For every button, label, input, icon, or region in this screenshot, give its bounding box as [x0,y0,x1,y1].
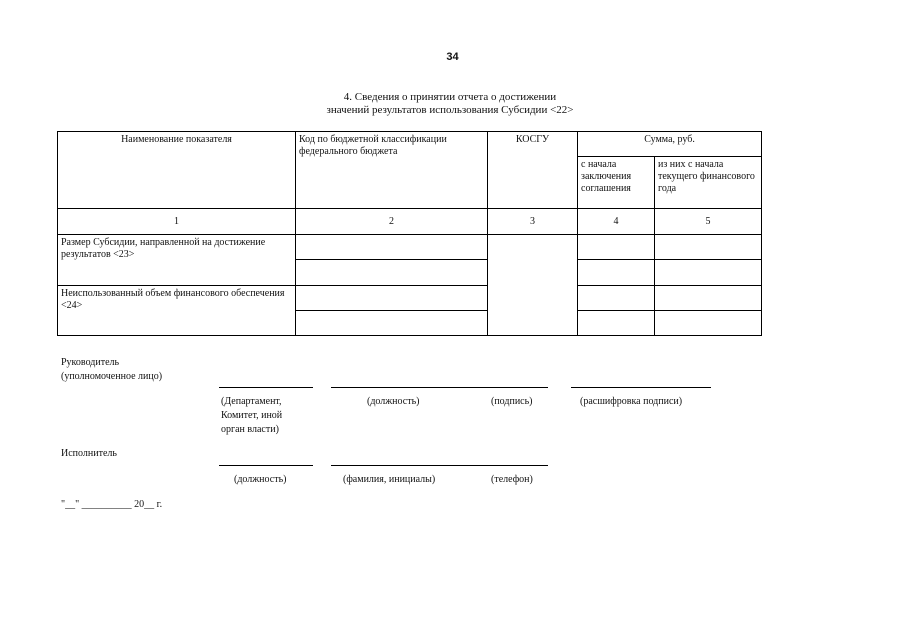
cell-sum-current-year [655,235,762,260]
cell-sum-current-year [655,260,762,286]
dept-caption [221,395,282,437]
signature-caption: (подпись) [491,396,533,407]
cell-kosgu [488,235,578,336]
dept-signature-line [219,387,313,388]
cell-code [296,311,488,336]
cell-sum-from-start [578,235,655,260]
section-title-line1: 4. Сведения о принятии отчета о достижении [343,91,557,103]
dept-caption-line2: Комитет, иной [221,410,283,421]
row-label-subsidy: Размер Субсидии, направленной на достижение результатов <23> [58,235,296,286]
column-number-5: 5 [655,209,762,235]
executor-label: Исполнитель [61,448,117,459]
row-label-unused: Неиспользованный объем финансового обеспечения <24> [58,286,296,336]
section-title-line2: значений результатов использования Субсидии <22> [326,104,574,116]
position-signature-line [331,387,548,388]
head-label [61,356,162,384]
position-caption: (должность) [367,396,420,407]
cell-code [296,260,488,286]
column-number-2: 2 [296,209,488,235]
header-sum-current-year: из них с начала текущего финансового года [655,157,762,209]
exec-name-caption: (фамилия, инициалы) [343,474,436,485]
dept-caption-line3: орган власти) [221,424,279,435]
column-number-1: 1 [58,209,296,235]
decoding-signature-line [571,387,711,388]
exec-position-caption: (должность) [234,474,287,485]
header-sum: Сумма, руб. [578,132,762,157]
column-number-4: 4 [578,209,655,235]
cell-sum-from-start [578,286,655,311]
cell-sum-from-start [578,311,655,336]
exec-position-line [219,465,313,466]
page-number: 34 [446,51,459,63]
exec-name-phone-line [331,465,548,466]
cell-sum-current-year [655,286,762,311]
exec-phone-caption: (телефон) [491,474,533,485]
cell-sum-current-year [655,311,762,336]
head-label-line1: Руководитель [61,357,120,368]
cell-code [296,286,488,311]
header-code: Код по бюджетной классификации федерального бюджета [296,132,488,209]
dept-caption-line1: (Департамент, [221,396,282,407]
header-kosgu: КОСГУ [488,132,578,209]
cell-code [296,235,488,260]
date-line: "__" __________ 20__ г. [61,499,163,510]
report-table [57,131,762,336]
cell-sum-from-start [578,260,655,286]
header-sum-from-start: с начала заключения соглашения [578,157,655,209]
header-name: Наименование показателя [58,132,296,209]
section-title [250,91,650,117]
decoding-caption: (расшифровка подписи) [580,396,683,407]
head-label-line2: (уполномоченное лицо) [61,371,163,382]
column-number-3: 3 [488,209,578,235]
